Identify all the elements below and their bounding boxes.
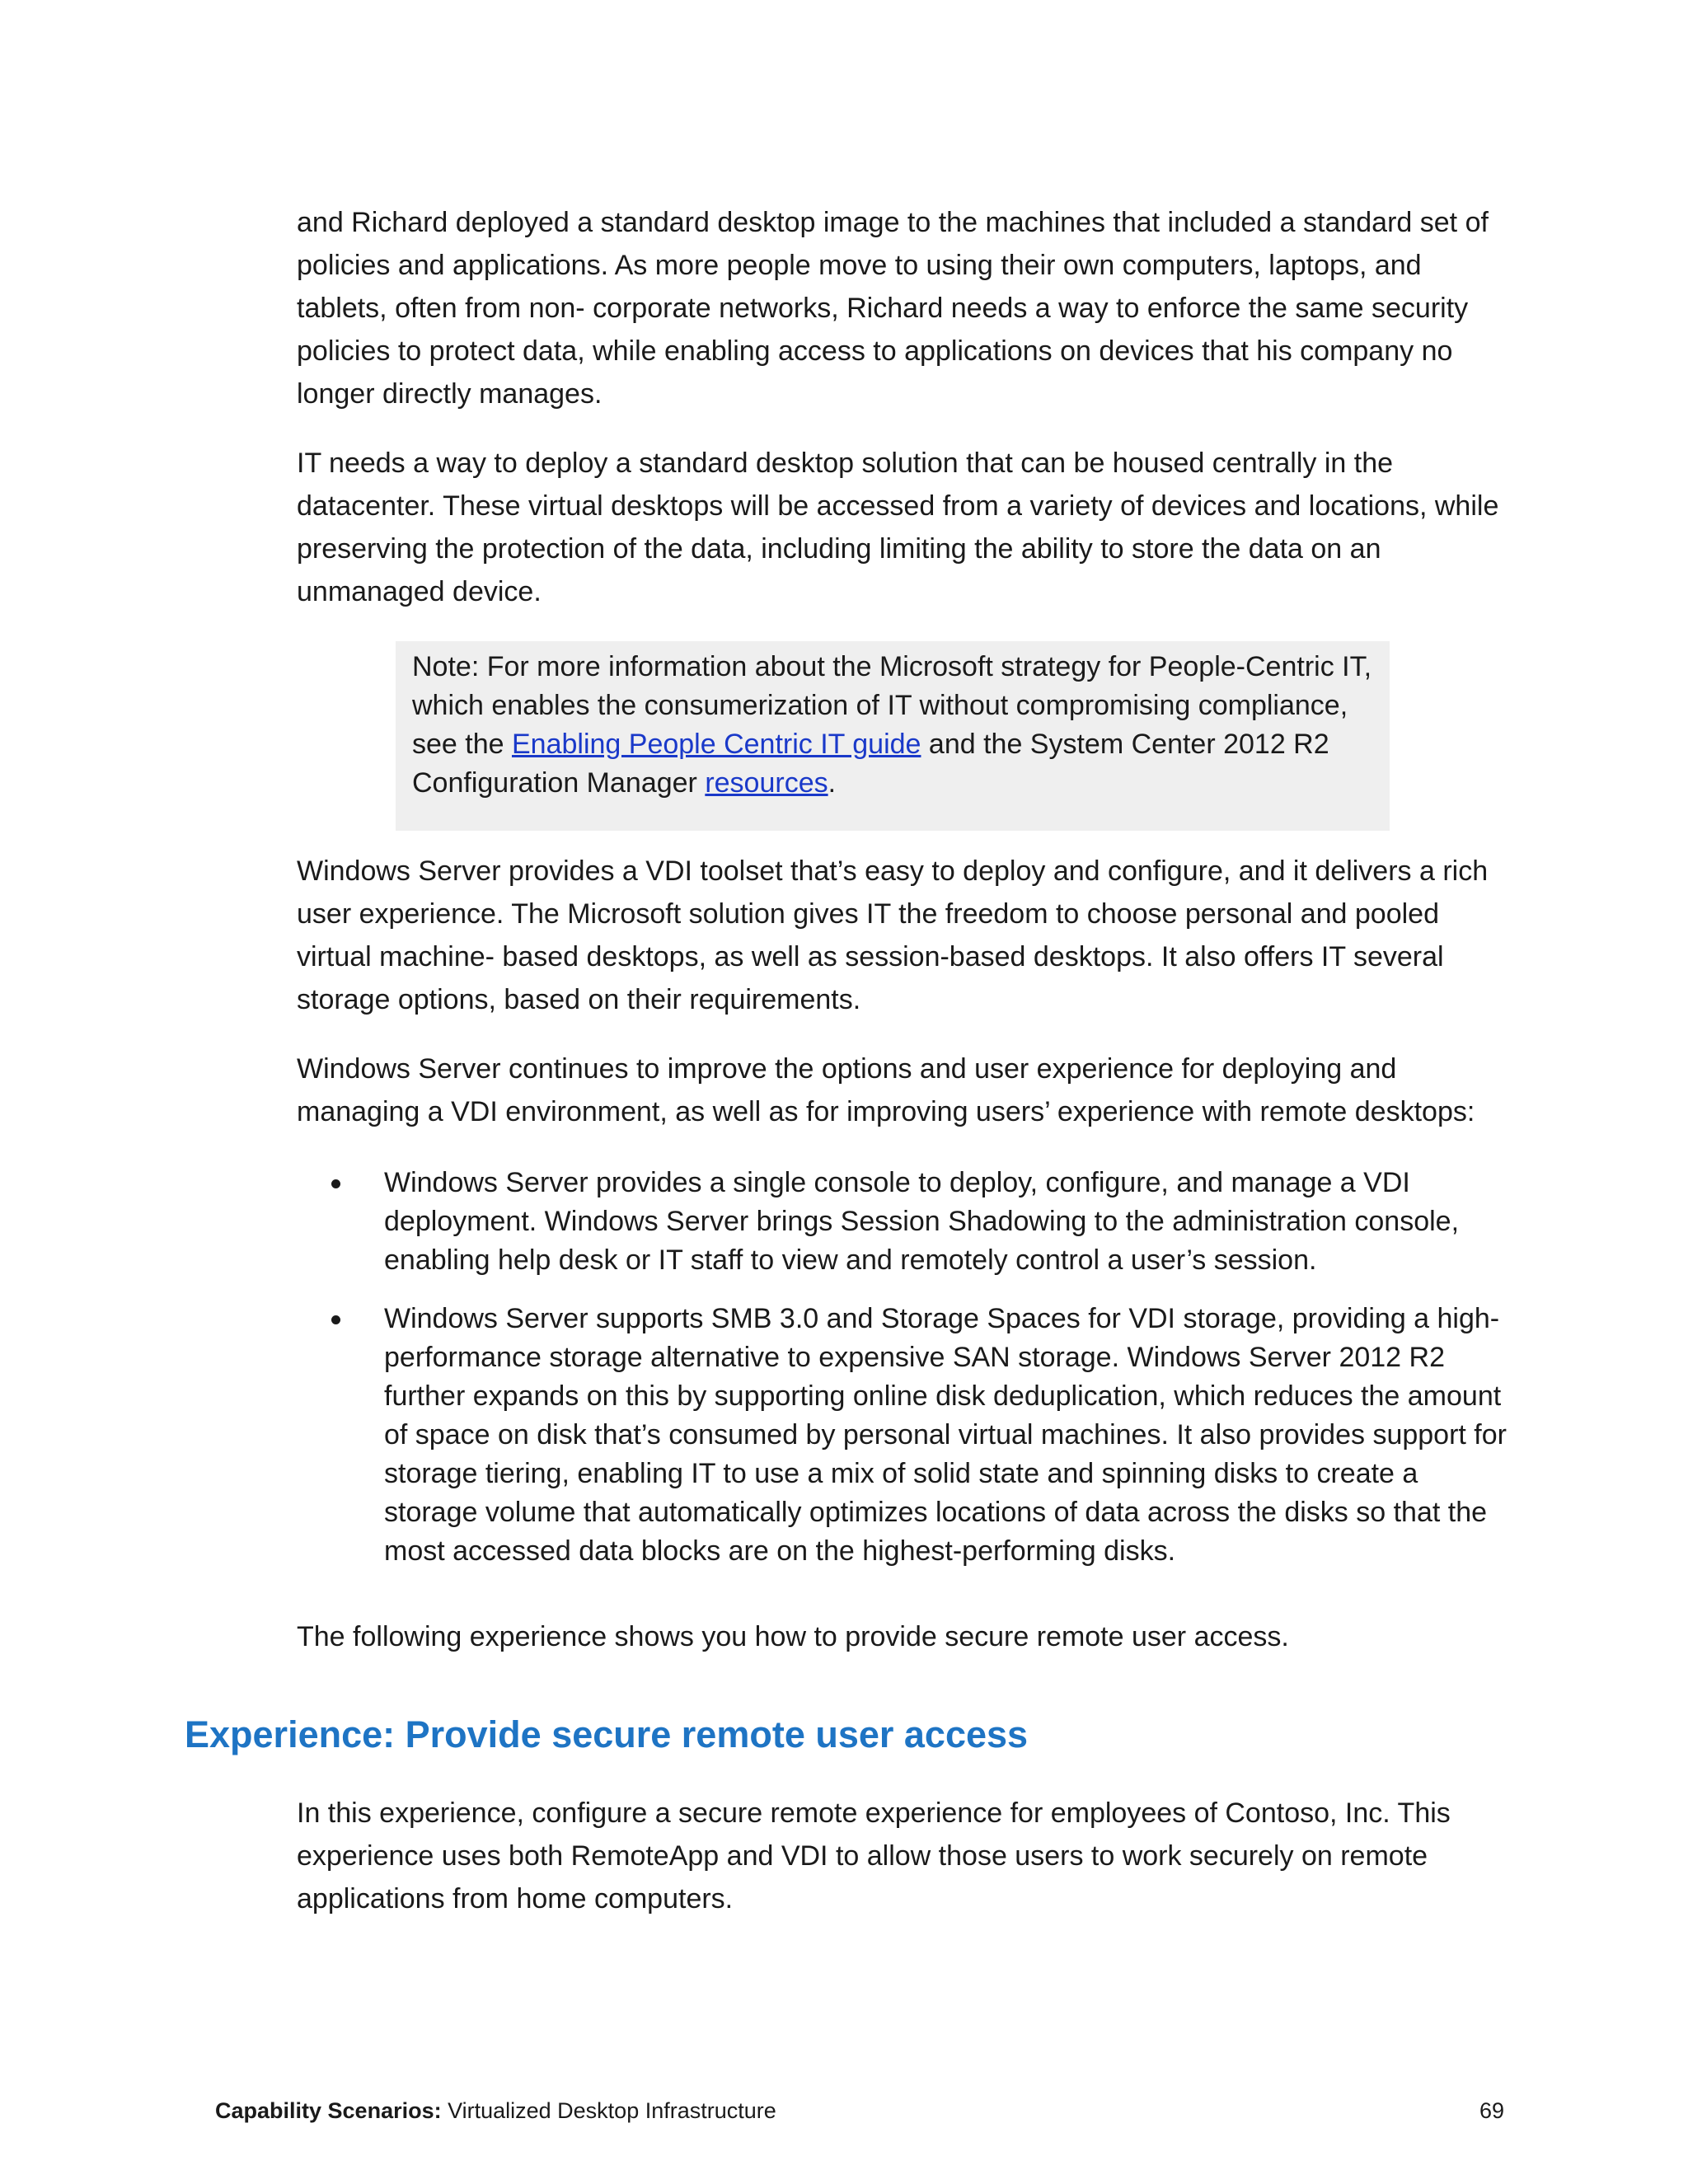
note-text-after: . (828, 767, 837, 799)
list-item (297, 1300, 1508, 1571)
bullet-text: Windows Server provides a single console to deploy, configure, and manage a VDI deployment. Windows Server brings Session Shadowing to the administration console, enabling help desk or IT staff to view and remotely control a user’s session. (384, 1167, 1460, 1276)
page-footer (215, 2097, 776, 2125)
bullet-icon (331, 1315, 340, 1324)
bullet-icon (331, 1179, 340, 1188)
enabling-people-centric-it-link[interactable]: Enabling People Centric IT guide (511, 729, 921, 760)
feature-bullet-list (297, 1164, 1508, 1571)
note-text-before: Note: For more information about the Microsoft strategy for People-Centric IT, which enables the consumerization of IT without compromising compliance, see the (412, 651, 1372, 760)
bullet-text: Windows Server supports SMB 3.0 and Storage Spaces for VDI storage, providing a high-performance storage alternative to expensive SAN storage. Windows Server 2012 R2 further expands on this by supporting online disk deduplication, which reduces the amount of space on disk that’s consumed by personal virtual machines. It also provides support for storage tiering, enabling IT to use a mix of solid state and spinning disks to create a storage volume that automatically optimizes locations of data across the disks so that the most accessed data blocks are on the highest-performing disks. (384, 1303, 1507, 1567)
footer-label: Capability Scenarios: (215, 2098, 442, 2123)
paragraph-intro: and Richard deployed a standard desktop image to the machines that included a standard set of policies and applications. As more people move to using their own computers, laptops, and tablets, often from non- corporate networks, Richard needs a way to enforce the same security policies to protect data, while enabling access to applications on devices that his company no longer directly manages. (297, 207, 1489, 410)
paragraph-experience-description: In this experience, configure a secure remote experience for employees of Contoso, Inc. This experience uses both RemoteApp and VDI to allow those users to work securely on remote applications from home computers. (297, 1797, 1451, 1915)
footer-title: Virtualized Desktop Infrastructure (441, 2098, 776, 2123)
page-number: 69 (1479, 2098, 1505, 2123)
paragraph-improvements: Windows Server continues to improve the options and user experience for deploying and managing a VDI environment, as well as for improving users’ experience with remote desktops: (297, 1053, 1475, 1127)
paragraph-following-experience: The following experience shows you how to provide secure remote user access. (297, 1621, 1289, 1652)
list-item (297, 1164, 1508, 1280)
section-heading: Experience: Provide secure remote user access (185, 1713, 1029, 1755)
resources-link[interactable]: resources (705, 767, 828, 799)
paragraph-vdi-toolset: Windows Server provides a VDI toolset that’s easy to deploy and configure, and it delivers a rich user experience. The Microsoft solution gives IT the freedom to choose personal and pooled virtual machine- based desktops, as well as session-based desktops. It also offers IT several storage options, based on their requirements. (297, 855, 1489, 1015)
note-box (396, 641, 1390, 831)
note-text-middle: and the System Center 2012 R2 Configuration Manager (412, 729, 1329, 799)
paragraph-it-needs: IT needs a way to deploy a standard desktop solution that can be housed centrally in the datacenter. These virtual desktops will be accessed from a variety of devices and locations, while preserving the protection of the data, including limiting the ability to store the data on an unmanaged device. (297, 448, 1499, 607)
note-text (412, 648, 1373, 803)
